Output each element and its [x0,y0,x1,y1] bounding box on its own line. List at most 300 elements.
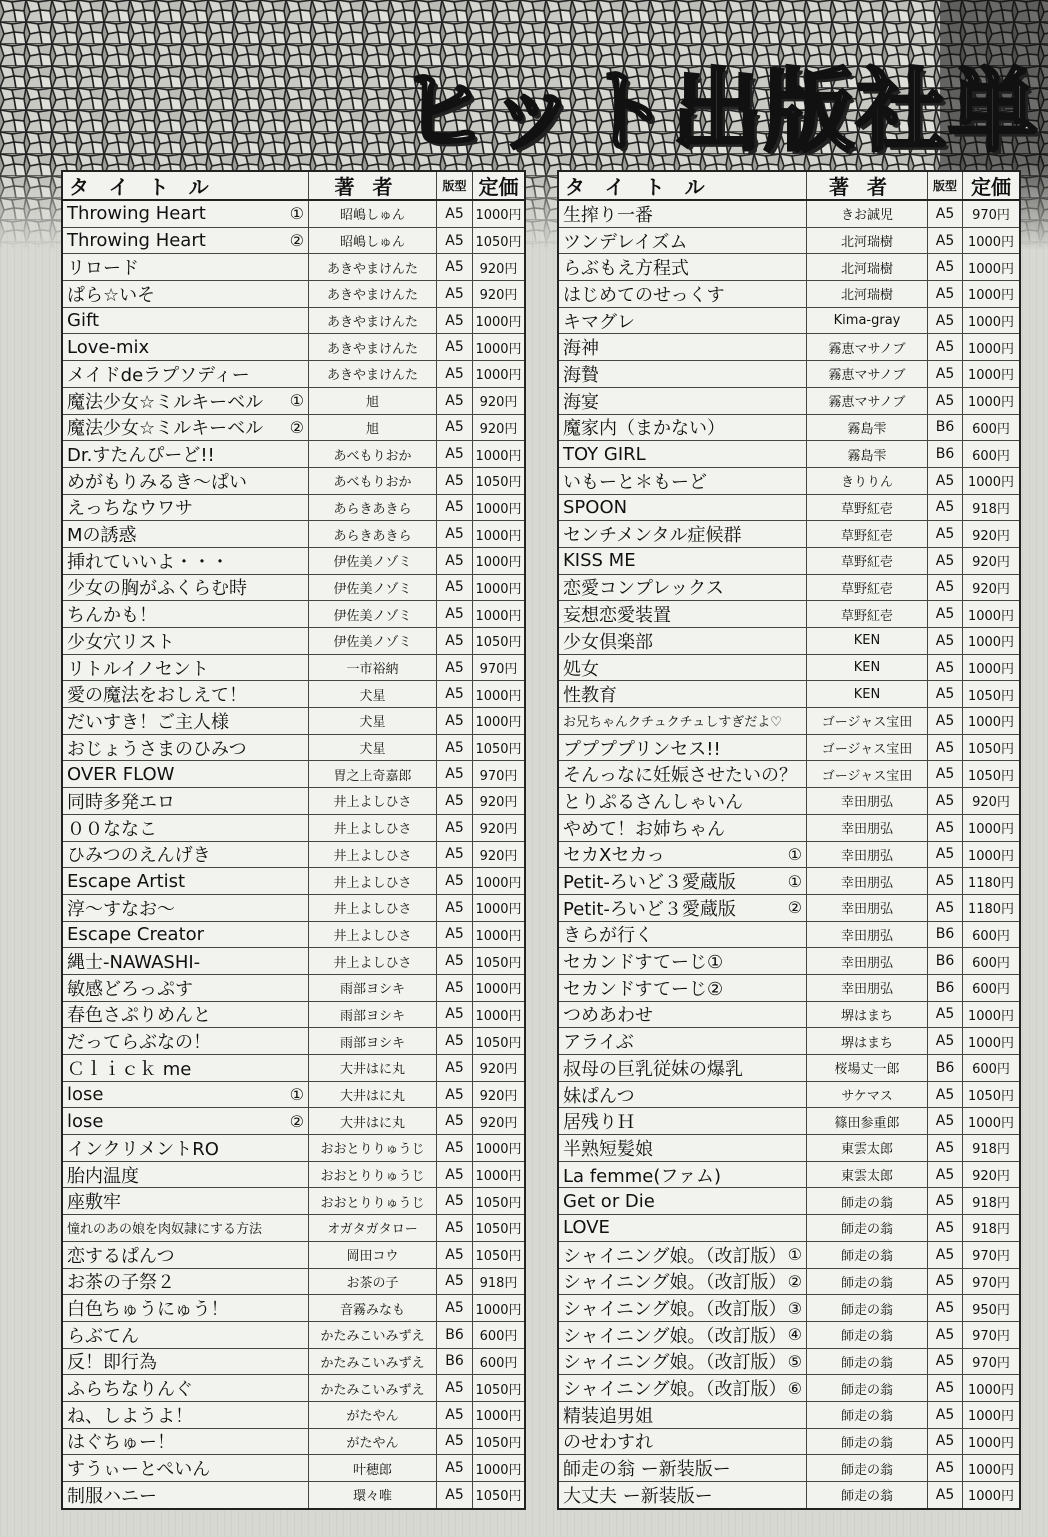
book-author: かたみこいみずえ [309,1375,437,1401]
book-title [63,388,309,414]
book-title-text: 精装追男姐 [563,1405,653,1427]
book-title-text: はじめてのせっくす [563,284,725,306]
book-title [63,495,309,521]
book-title [559,708,807,734]
book-title [63,815,309,841]
book-format: A5 [437,548,473,574]
book-format: A5 [437,788,473,814]
book-title [63,681,309,707]
book-title-text: はぐちゅー！ [67,1432,175,1454]
book-format: A5 [437,281,473,307]
book-format: A5 [437,842,473,868]
table-row [559,1295,1019,1322]
book-title [63,975,309,1001]
book-title [559,1002,807,1028]
book-price: 1050円 [475,1435,522,1451]
book-author: 師走の翁 [807,1349,928,1375]
book-title [559,388,807,414]
table-header [63,172,524,201]
book-author: あらきあきら [309,495,437,521]
book-title-text: えっちなウワサ [67,498,193,520]
book-format: A5 [928,842,963,868]
book-title-text: インクリメントRO [67,1138,219,1160]
book-title-text: Ｃｌｉｃｋ me [67,1058,192,1080]
book-format: A5 [928,281,963,307]
book-title [63,788,309,814]
book-author: 草野紅壱 [807,521,928,547]
table-row [63,388,524,415]
book-author: 師走の翁 [807,1269,928,1295]
table-row [559,1028,1019,1055]
table-row [63,1082,524,1109]
book-title [559,548,807,574]
book-price: 1000円 [967,1035,1015,1051]
book-price: 1050円 [967,1089,1015,1105]
book-title [559,655,807,681]
book-format: A5 [437,521,473,547]
book-format: A5 [437,495,473,521]
book-title [559,1269,807,1295]
book-title-text: lose [67,1084,104,1106]
book-title-text: 同時多発エロ [67,791,175,813]
book-title [559,1402,807,1428]
book-title-text: メイドdeラプソディー [67,364,250,386]
book-title [559,1082,807,1108]
book-title-text: センチメンタル症候群 [563,525,742,547]
book-price: 600円 [972,448,1010,464]
book-title [63,1135,309,1161]
book-format: A5 [437,201,473,227]
book-title [559,922,807,948]
book-title-text: 愛の魔法をおしえて！ [67,685,247,707]
book-title-text: 淳～すなお～ [67,898,175,920]
table-row [559,895,1019,922]
book-title-text: アライぶ [563,1032,634,1054]
book-format: A5 [928,1242,963,1268]
book-title-text: 恋するぱんつ [67,1245,175,1267]
book-title [63,1188,309,1214]
book-price: 1050円 [475,1222,522,1238]
book-format: A5 [437,1108,473,1134]
table-row [559,1375,1019,1402]
book-author: おおとりりゅうじ [309,1162,437,1188]
book-title-text: ００ななこ [67,818,157,840]
book-title [559,1188,807,1214]
book-price: 920円 [972,581,1010,597]
table-row [63,441,524,468]
book-price: 600円 [972,421,1010,437]
book-title [559,975,807,1001]
table-row [63,1402,524,1429]
book-format: A5 [437,975,473,1001]
book-author: 伊佐美ノゾミ [309,575,437,601]
book-title [559,842,807,868]
book-format: A5 [437,254,473,280]
book-title [559,1375,807,1401]
book-author: かたみこいみずえ [309,1349,437,1375]
table-row [559,1322,1019,1349]
book-price: 1000円 [967,715,1015,731]
book-format: A5 [928,1188,963,1214]
table-row [63,1055,524,1082]
book-format: A5 [928,495,963,521]
book-price: 1000円 [475,368,522,384]
book-price: 1000円 [967,1409,1015,1425]
book-author: 井上よしひさ [309,922,437,948]
volume-number: ⑤ [787,1351,802,1371]
table-row [63,1455,524,1482]
book-author: 井上よしひさ [309,788,437,814]
book-price: 1000円 [475,208,522,224]
table-row [559,1002,1019,1029]
book-title [559,628,807,654]
book-format: A5 [928,388,963,414]
book-format: A5 [437,922,473,948]
book-author: 雨部ヨシキ [309,1002,437,1028]
book-title [63,1429,309,1455]
book-title-text: おじょうさまのひみつ [67,738,247,760]
table-row [63,1482,524,1508]
book-format: A5 [437,361,473,387]
book-format: A5 [437,1215,473,1241]
book-price: 1000円 [967,1435,1015,1451]
book-format: A5 [928,788,963,814]
book-price: 950円 [972,1302,1010,1318]
book-title [63,895,309,921]
book-format: A5 [928,1322,963,1348]
book-title [559,1242,807,1268]
book-format: A5 [437,1188,473,1214]
book-title-text: KISS ME [563,550,636,572]
book-author: 草野紅壱 [807,548,928,574]
table-row [63,868,524,895]
book-price: 1000円 [475,581,522,597]
book-author: KEN [807,681,928,707]
table-row [63,708,524,735]
table-row [559,1188,1019,1215]
book-format: A5 [928,1295,963,1321]
book-price: 920円 [479,1062,518,1078]
book-author: 幸田朋弘 [807,948,928,974]
book-title-text: すうぃーとぺいん [67,1459,211,1481]
book-title-text: ツンデレイズム [563,231,688,253]
book-format: A5 [928,1002,963,1028]
book-author: 北河瑞樹 [807,228,928,254]
table-row [559,815,1019,842]
book-title [559,1028,807,1054]
table-row [63,468,524,495]
book-title-text: 胎内温度 [67,1165,139,1187]
book-author: 師走の翁 [807,1482,928,1508]
book-title-text: 敏感どろっぷす [67,978,193,1000]
book-author: きりりん [807,468,928,494]
book-format: B6 [928,948,963,974]
book-title [559,415,807,441]
book-title-text: SPOON [563,496,628,518]
book-title-text: やめて！お姉ちゃん [563,818,725,840]
book-title [63,1269,309,1295]
table-row [63,1215,524,1242]
book-format: A5 [437,415,473,441]
book-title-text: キマグレ [563,311,635,333]
book-price: 1000円 [967,1008,1015,1024]
table-row [559,1242,1019,1269]
book-format: A5 [437,815,473,841]
table-row [559,788,1019,815]
book-author: 幸田朋弘 [807,815,928,841]
table-row [63,1322,524,1349]
table-row [63,1269,524,1296]
book-price: 918円 [972,1195,1010,1211]
book-price: 1000円 [475,528,522,544]
book-price: 1000円 [475,501,522,517]
book-author: 師走の翁 [807,1375,928,1401]
book-title [559,361,807,387]
book-title [63,1082,309,1108]
book-format: A5 [437,1429,473,1455]
book-author: 一市裕納 [309,655,437,681]
book-price: 1000円 [967,635,1015,651]
volume-number: ① [289,391,304,411]
volume-number: ② [787,898,802,918]
book-author: おおとりりゅうじ [309,1188,437,1214]
table-row [63,975,524,1002]
book-price: 1050円 [475,955,522,971]
book-title-text: シャイニング娘。（改訂版） [563,1299,787,1321]
book-price: 1050円 [475,1195,522,1211]
book-author: 草野紅壱 [807,601,928,627]
book-author: 胃之上奇嘉郎 [309,761,437,787]
book-format: B6 [437,1349,473,1375]
book-price: 1180円 [967,875,1015,891]
book-author: 師走の翁 [807,1455,928,1481]
book-title-text: Get or Die [563,1190,655,1212]
book-title [63,1349,309,1375]
table-body-right [559,201,1019,1508]
book-author: 大井はに丸 [309,1082,437,1108]
book-title [559,521,807,547]
book-price: 1000円 [475,1462,522,1478]
book-price: 600円 [479,1355,518,1371]
book-format: A5 [928,1135,963,1161]
book-price: 1180円 [967,902,1015,918]
book-title [559,815,807,841]
table-row [559,308,1019,335]
table-row [63,628,524,655]
book-title [63,708,309,734]
table-row [559,922,1019,949]
book-format: A5 [437,708,473,734]
title-table-right [557,170,1021,1510]
book-author: 井上よしひさ [309,948,437,974]
book-format: B6 [928,415,963,441]
book-title [63,601,309,627]
book-author: 叶穂郎 [309,1455,437,1481]
book-title [63,761,309,787]
book-title [559,228,807,254]
book-author: オガタガタロー [309,1215,437,1241]
book-price: 920円 [479,261,518,277]
book-title-text: シャイニング娘。（改訂版） [563,1325,787,1347]
book-title [63,281,309,307]
header-format: 版型 [928,172,963,199]
title-table-left [61,170,526,1510]
book-title-text: 海神 [563,338,599,360]
header-title: タイトル [559,172,807,199]
book-author: 師走の翁 [807,1242,928,1268]
book-format: A5 [437,895,473,921]
book-format: A5 [437,1055,473,1081]
book-format: A5 [437,228,473,254]
table-row [63,575,524,602]
book-format: A5 [928,1349,963,1375]
book-price: 1000円 [475,1302,522,1318]
table-body-left [63,201,524,1508]
table-row [63,334,524,361]
book-author: 犬星 [309,708,437,734]
volume-number: ② [289,417,304,437]
table-row [63,948,524,975]
table-row [559,1135,1019,1162]
book-format: A5 [437,1135,473,1161]
book-price: 600円 [972,928,1010,944]
book-title-text: 少女穴リスト [67,631,175,653]
book-format: A5 [437,1002,473,1028]
book-title-text: らぶもえ方程式 [563,258,689,280]
book-format: A5 [928,1375,963,1401]
table-row [63,495,524,522]
book-title [559,601,807,627]
book-title [559,1322,807,1348]
header-author: 著者 [807,172,928,199]
book-author: あべもりおか [309,441,437,467]
book-title [559,201,807,227]
table-row [559,415,1019,442]
book-title-text: 魔家内（まかない） [563,418,725,440]
book-title-text: 叔母の巨乳従妹の爆乳 [563,1058,743,1080]
table-row [63,201,524,228]
book-title-text: 処女 [563,658,599,680]
book-title [559,868,807,894]
table-row [559,1482,1019,1508]
header-title: タイトル [63,172,309,199]
book-format: A5 [437,868,473,894]
book-title [63,308,309,334]
book-title-text: Escape Creator [67,923,205,945]
book-price: 600円 [972,982,1010,998]
book-format: A5 [928,1028,963,1054]
volume-number: ① [289,204,304,224]
book-price: 600円 [972,955,1010,971]
book-title-text: 春色さぷりめんと [67,1005,211,1027]
book-format: A5 [928,628,963,654]
book-title-text: 制服ハニー [67,1485,157,1507]
book-format: A5 [437,628,473,654]
book-format: A5 [928,228,963,254]
book-price: 1050円 [967,688,1015,704]
book-format: A5 [928,1108,963,1134]
book-title-text: ちんかも！ [67,605,157,627]
book-title [559,1429,807,1455]
book-format: A5 [928,761,963,787]
book-title-text: Throwing Heart [67,203,206,225]
book-author: 北河瑞樹 [807,254,928,280]
book-title-text: らぶてん [67,1325,139,1347]
book-title-text: シャイニング娘。（改訂版） [563,1272,787,1294]
book-format: A5 [928,1482,963,1508]
book-price: 918円 [972,1142,1010,1158]
book-title-text: 魔法少女☆ミルキーベル [67,391,264,413]
book-price: 920円 [479,795,518,811]
book-format: A5 [928,1402,963,1428]
table-row [559,548,1019,575]
book-title [559,1455,807,1481]
table-row [63,922,524,949]
book-title [559,254,807,280]
book-author: 雨部ヨシキ [309,1028,437,1054]
table-row [559,735,1019,762]
volume-number: ① [787,1245,802,1265]
book-author: 環々唯 [309,1482,437,1508]
book-format: A5 [928,1215,963,1241]
book-format: A5 [437,575,473,601]
book-author: あきやまけんた [309,334,437,360]
book-author: おおとりりゅうじ [309,1135,437,1161]
book-format: A5 [928,361,963,387]
book-title [559,1295,807,1321]
book-title [559,1108,807,1134]
book-author: 伊佐美ノゾミ [309,548,437,574]
book-format: A5 [437,948,473,974]
header-price: 定価 [478,175,519,199]
book-format: A5 [437,1242,473,1268]
book-author: 霧恵マサノブ [807,361,928,387]
book-price: 1000円 [967,1115,1015,1131]
book-price: 1050円 [475,1249,522,1265]
book-price: 600円 [972,1062,1010,1078]
volume-number: ② [289,231,304,251]
book-title-text: lose [67,1110,104,1132]
book-price: 920円 [972,528,1010,544]
book-author: ゴージャス宝田 [807,735,928,761]
book-author: 旭 [309,415,437,441]
table-row [63,735,524,762]
book-title-text: TOY GIRL [563,443,646,465]
header-format: 版型 [437,172,473,199]
book-title-text: ひみつのえんげき [67,845,211,867]
publisher-banner-title: ヒット出版社単 [398,59,1040,164]
book-price: 920円 [479,848,518,864]
book-title [559,575,807,601]
book-title [63,361,309,387]
book-format: A5 [437,308,473,334]
table-row [63,761,524,788]
book-title [559,948,807,974]
book-author: 桜場丈一郎 [807,1055,928,1081]
book-price: 918円 [972,1222,1010,1238]
book-format: A5 [928,201,963,227]
book-title-text: Throwing Heart [67,230,206,252]
table-row [559,228,1019,255]
book-author: サケマス [807,1082,928,1108]
header-price: 定価 [971,175,1011,199]
book-author: 大井はに丸 [309,1055,437,1081]
book-title-text: 縄士-NAWASHI- [67,952,201,974]
book-title-text: きらが行く [563,925,653,947]
table-row [559,361,1019,388]
table-row [63,254,524,281]
book-title-text: Escape Artist [67,870,186,892]
